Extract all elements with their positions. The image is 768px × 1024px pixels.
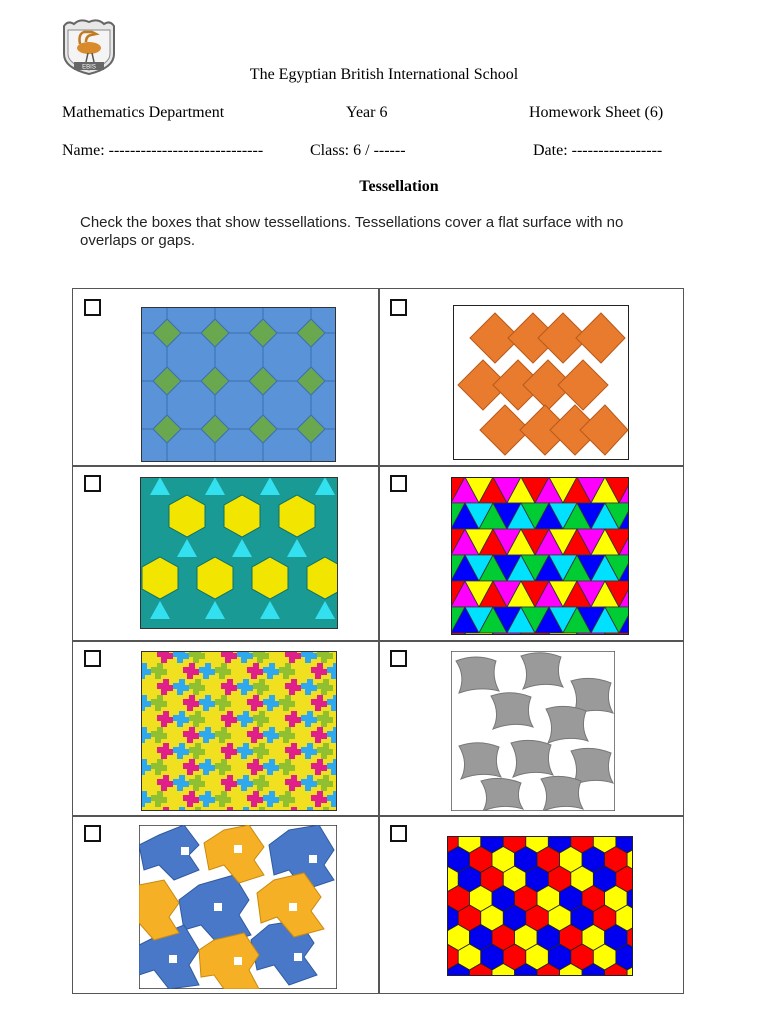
date-field[interactable]: Date: ----------------- <box>533 142 663 159</box>
checkbox-2[interactable] <box>390 299 407 316</box>
year-label: Year 6 <box>346 104 388 121</box>
logo-badge-text: EBIS <box>82 64 96 71</box>
name-field[interactable]: Name: ----------------------------- <box>62 142 264 159</box>
grid-divider <box>72 640 684 642</box>
checkbox-3[interactable] <box>84 475 101 492</box>
checkbox-7[interactable] <box>84 825 101 842</box>
checkbox-4[interactable] <box>390 475 407 492</box>
tessellation-image-2 <box>453 305 629 460</box>
tessellation-image-7 <box>139 825 337 989</box>
checkbox-5[interactable] <box>84 650 101 667</box>
instructions: Check the boxes that show tessellations. Tessellations cover a flat surface with no overlaps or gaps. <box>80 214 624 249</box>
tessellation-image-8 <box>447 836 633 976</box>
grid-divider <box>72 465 684 467</box>
school-name: The Egyptian British International School <box>249 66 519 83</box>
department-label: Mathematics Department <box>62 104 225 121</box>
tessellation-image-5 <box>141 651 337 811</box>
checkbox-1[interactable] <box>84 299 101 316</box>
tessellation-image-4 <box>451 477 629 635</box>
tessellation-image-1 <box>141 307 336 462</box>
sheet-label: Homework Sheet (6) <box>529 104 664 121</box>
tessellation-image-6 <box>451 651 615 811</box>
grid-divider <box>72 815 684 817</box>
tessellation-image-3 <box>140 477 338 629</box>
class-field[interactable]: Class: 6 / ------ <box>310 142 406 159</box>
checkbox-8[interactable] <box>390 825 407 842</box>
checkbox-6[interactable] <box>390 650 407 667</box>
worksheet-title: Tessellation <box>359 178 439 195</box>
